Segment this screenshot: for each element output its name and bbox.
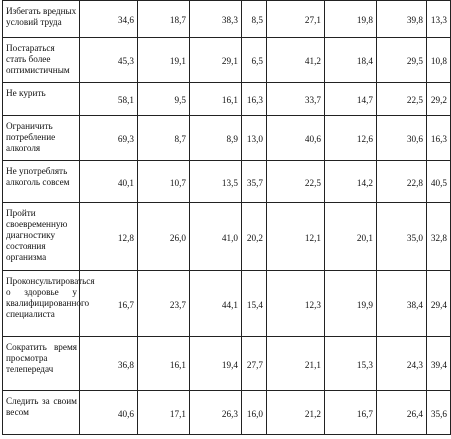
table-cell: 16,0 [242,391,267,435]
table-cell: 22,5 [267,161,325,203]
table-cell: 58,1 [80,83,138,116]
table-cell: 19,9 [325,271,377,337]
table-cell: 19,1 [138,38,190,83]
table-cell: 40,6 [80,391,138,435]
table-row [3,116,451,161]
table-cell: 40,5 [427,161,451,203]
table-row [3,161,451,203]
table-cell: 26,0 [138,203,190,271]
table-cell: 22,5 [377,83,427,116]
table-cell: 12,8 [80,203,138,271]
table-cell: 15,4 [242,271,267,337]
table-row [3,1,451,38]
table-cell: 39,4 [427,337,451,391]
table-cell: 19,8 [325,1,377,38]
table-cell: 69,3 [80,116,138,161]
table-row [3,38,451,83]
table-cell: 29,1 [190,38,242,83]
table-cell: 21,1 [267,337,325,391]
table-row [3,337,451,391]
table-cell: 35,0 [377,203,427,271]
survey-table [2,0,451,435]
table-cell: 41,2 [267,38,325,83]
table-cell: 29,5 [377,38,427,83]
row-label: Проконсультироваться о здоровье у квалифицированного специалиста [3,271,80,337]
row-label: Не употреблять алкоголь совсем [3,161,80,203]
table-cell: 30,6 [377,116,427,161]
table-cell: 8,7 [138,116,190,161]
table-cell: 24,3 [377,337,427,391]
table-cell: 20,2 [242,203,267,271]
table-cell: 16,7 [325,391,377,435]
table-cell: 41,0 [190,203,242,271]
table-cell: 16,1 [190,83,242,116]
row-label: Пройти своевременную диагностику состояния организма [3,203,80,271]
table-cell: 12,1 [267,203,325,271]
table-row [3,203,451,271]
table-cell: 20,1 [325,203,377,271]
table-cell: 33,7 [267,83,325,116]
table-cell: 13,3 [427,1,451,38]
table-cell: 16,3 [242,83,267,116]
table-cell: 12,3 [267,271,325,337]
table-cell: 38,3 [190,1,242,38]
table-cell: 26,3 [190,391,242,435]
table-cell: 35,6 [427,391,451,435]
table-cell: 17,1 [138,391,190,435]
table-cell: 29,2 [427,83,451,116]
table-cell: 40,1 [80,161,138,203]
row-label: Следить за своим весом [3,391,80,435]
table-cell: 26,4 [377,391,427,435]
table-cell: 40,6 [267,116,325,161]
table-cell: 19,4 [190,337,242,391]
table-cell: 22,8 [377,161,427,203]
table-cell: 16,3 [427,116,451,161]
table-cell: 23,7 [138,271,190,337]
table-cell: 36,8 [80,337,138,391]
table-cell: 29,4 [427,271,451,337]
table-cell: 38,4 [377,271,427,337]
table-cell: 10,8 [427,38,451,83]
table-row [3,83,451,116]
table-cell: 27,7 [242,337,267,391]
table-cell: 16,1 [138,337,190,391]
table-cell: 27,1 [267,1,325,38]
table-cell: 32,8 [427,203,451,271]
table-cell: 16,7 [80,271,138,337]
row-label: Сократить время просмотра телепередач [3,337,80,391]
table-cell: 21,2 [267,391,325,435]
table-cell: 18,4 [325,38,377,83]
table-row [3,391,451,435]
row-label: Постараться стать более оптимистичным [3,38,80,83]
table-cell: 8,5 [242,1,267,38]
table-cell: 13,5 [190,161,242,203]
survey-table-container [2,0,447,438]
table-cell: 45,3 [80,38,138,83]
table-cell: 6,5 [242,38,267,83]
table-row [3,271,451,337]
table-cell: 9,5 [138,83,190,116]
table-cell: 34,6 [80,1,138,38]
row-label: Не курить [3,83,80,116]
table-cell: 14,7 [325,83,377,116]
table-cell: 12,6 [325,116,377,161]
row-label: Ограничить потребление алкоголя [3,116,80,161]
table-cell: 39,8 [377,1,427,38]
table-cell: 18,7 [138,1,190,38]
table-cell: 8,9 [190,116,242,161]
table-cell: 10,7 [138,161,190,203]
table-cell: 15,3 [325,337,377,391]
row-label: Избегать вредных условий труда [3,1,80,38]
table-cell: 44,1 [190,271,242,337]
table-cell: 35,7 [242,161,267,203]
table-cell: 14,2 [325,161,377,203]
table-cell: 13,0 [242,116,267,161]
